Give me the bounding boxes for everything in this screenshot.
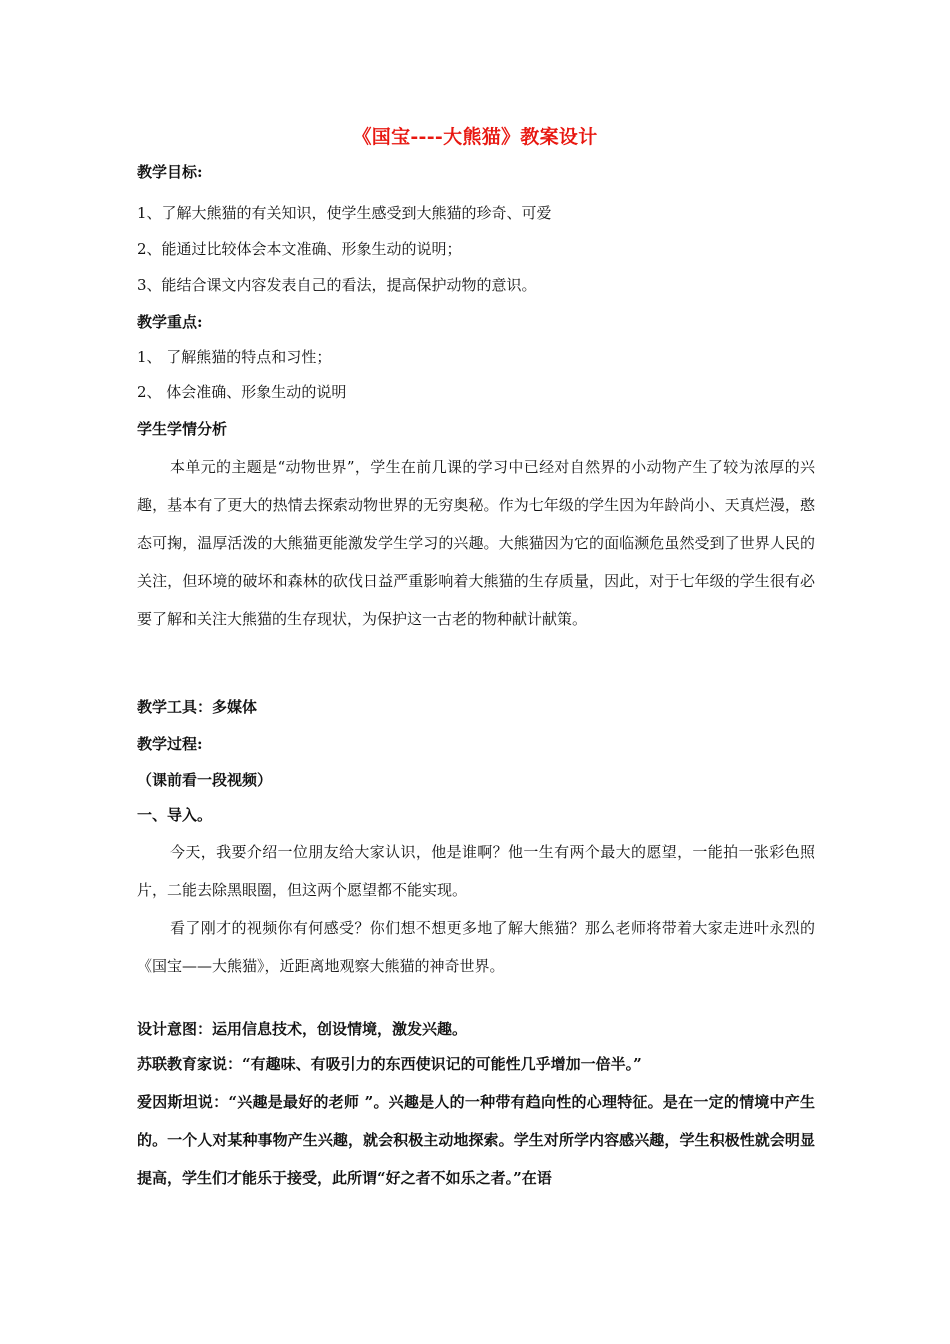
- design-quote-1: 苏联教育家说：“有趣味、有吸引力的东西使识记的可能性几乎增加一倍半。”: [137, 1055, 642, 1073]
- key-point-item-1: 1、 了解熊猫的特点和习性；: [137, 348, 332, 366]
- section1-heading: 一、导入。: [137, 806, 213, 824]
- objective-item-1: 1、了解大熊猫的有关知识，使学生感受到大熊猫的珍奇、可爱: [137, 204, 552, 222]
- objective-item-2: 2、能通过比较体会本文准确、形象生动的说明；: [137, 240, 462, 258]
- objectives-heading: 教学目标:: [137, 163, 203, 181]
- objective-item-3: 3、能结合课文内容发表自己的看法，提高保护动物的意识。: [137, 276, 537, 294]
- design-quote-2: 爱因斯坦说：“兴趣是最好的老师 ”。兴趣是人的一种带有趋向性的心理特征。是在一定的情境中产生的。一个人对某种事物产生兴趣，就会积极主动地探索。学生对所学内容感兴趣，学生积极性就会明显提高，学生们才能乐于接受，此所谓“好之者不如乐之者。”在语: [137, 1093, 815, 1187]
- section1-paragraph-2: [137, 909, 815, 985]
- document-title: 《国宝----大熊猫》教案设计: [352, 126, 598, 148]
- design-quote-2-block: [137, 1083, 815, 1197]
- section1-paragraph-1: [137, 833, 815, 909]
- key-point-item-2: 2、 体会准确、形象生动的说明: [137, 383, 347, 401]
- analysis-text: 本单元的主题是“动物世界”，学生在前几课的学习中已经对自然界的小动物产生了较为浓厚的兴趣，基本有了更大的热情去探索动物世界的无穷奥秘。作为七年级的学生因为年龄尚小、天真烂漫，憨态可掬，温厚活泼的大熊猫更能激发学生学习的兴趣。大熊猫因为它的面临濒危虽然受到了世界人民的关注，但环境的破坏和森林的砍伐日益严重影响着大熊猫的生存质量，因此，对于七年级的学生很有必要了解和关注大熊猫的生存现状，为保护这一古老的物种献计献策。: [137, 458, 815, 628]
- key-points-heading: 教学重点:: [137, 313, 203, 331]
- section1-text-2: 看了刚才的视频你有何感受？你们想不想更多地了解大熊猫？那么老师将带着大家走进叶永烈的《国宝——大熊猫》，近距离地观察大熊猫的神奇世界。: [137, 919, 815, 975]
- process-heading: 教学过程:: [137, 735, 203, 753]
- analysis-heading: 学生学情分析: [137, 420, 228, 438]
- section1-text-1: 今天，我要介绍一位朋友给大家认识，他是谁啊？他一生有两个最大的愿望，一能拍一张彩色照片，二能去除黑眼圈，但这两个愿望都不能实现。: [137, 843, 815, 899]
- design-intent: 设计意图：运用信息技术，创设情境，激发兴趣。: [137, 1020, 468, 1038]
- tools-line: 教学工具：多媒体: [137, 698, 258, 716]
- analysis-paragraph: [137, 448, 815, 638]
- process-note: （课前看一段视频）: [137, 771, 273, 789]
